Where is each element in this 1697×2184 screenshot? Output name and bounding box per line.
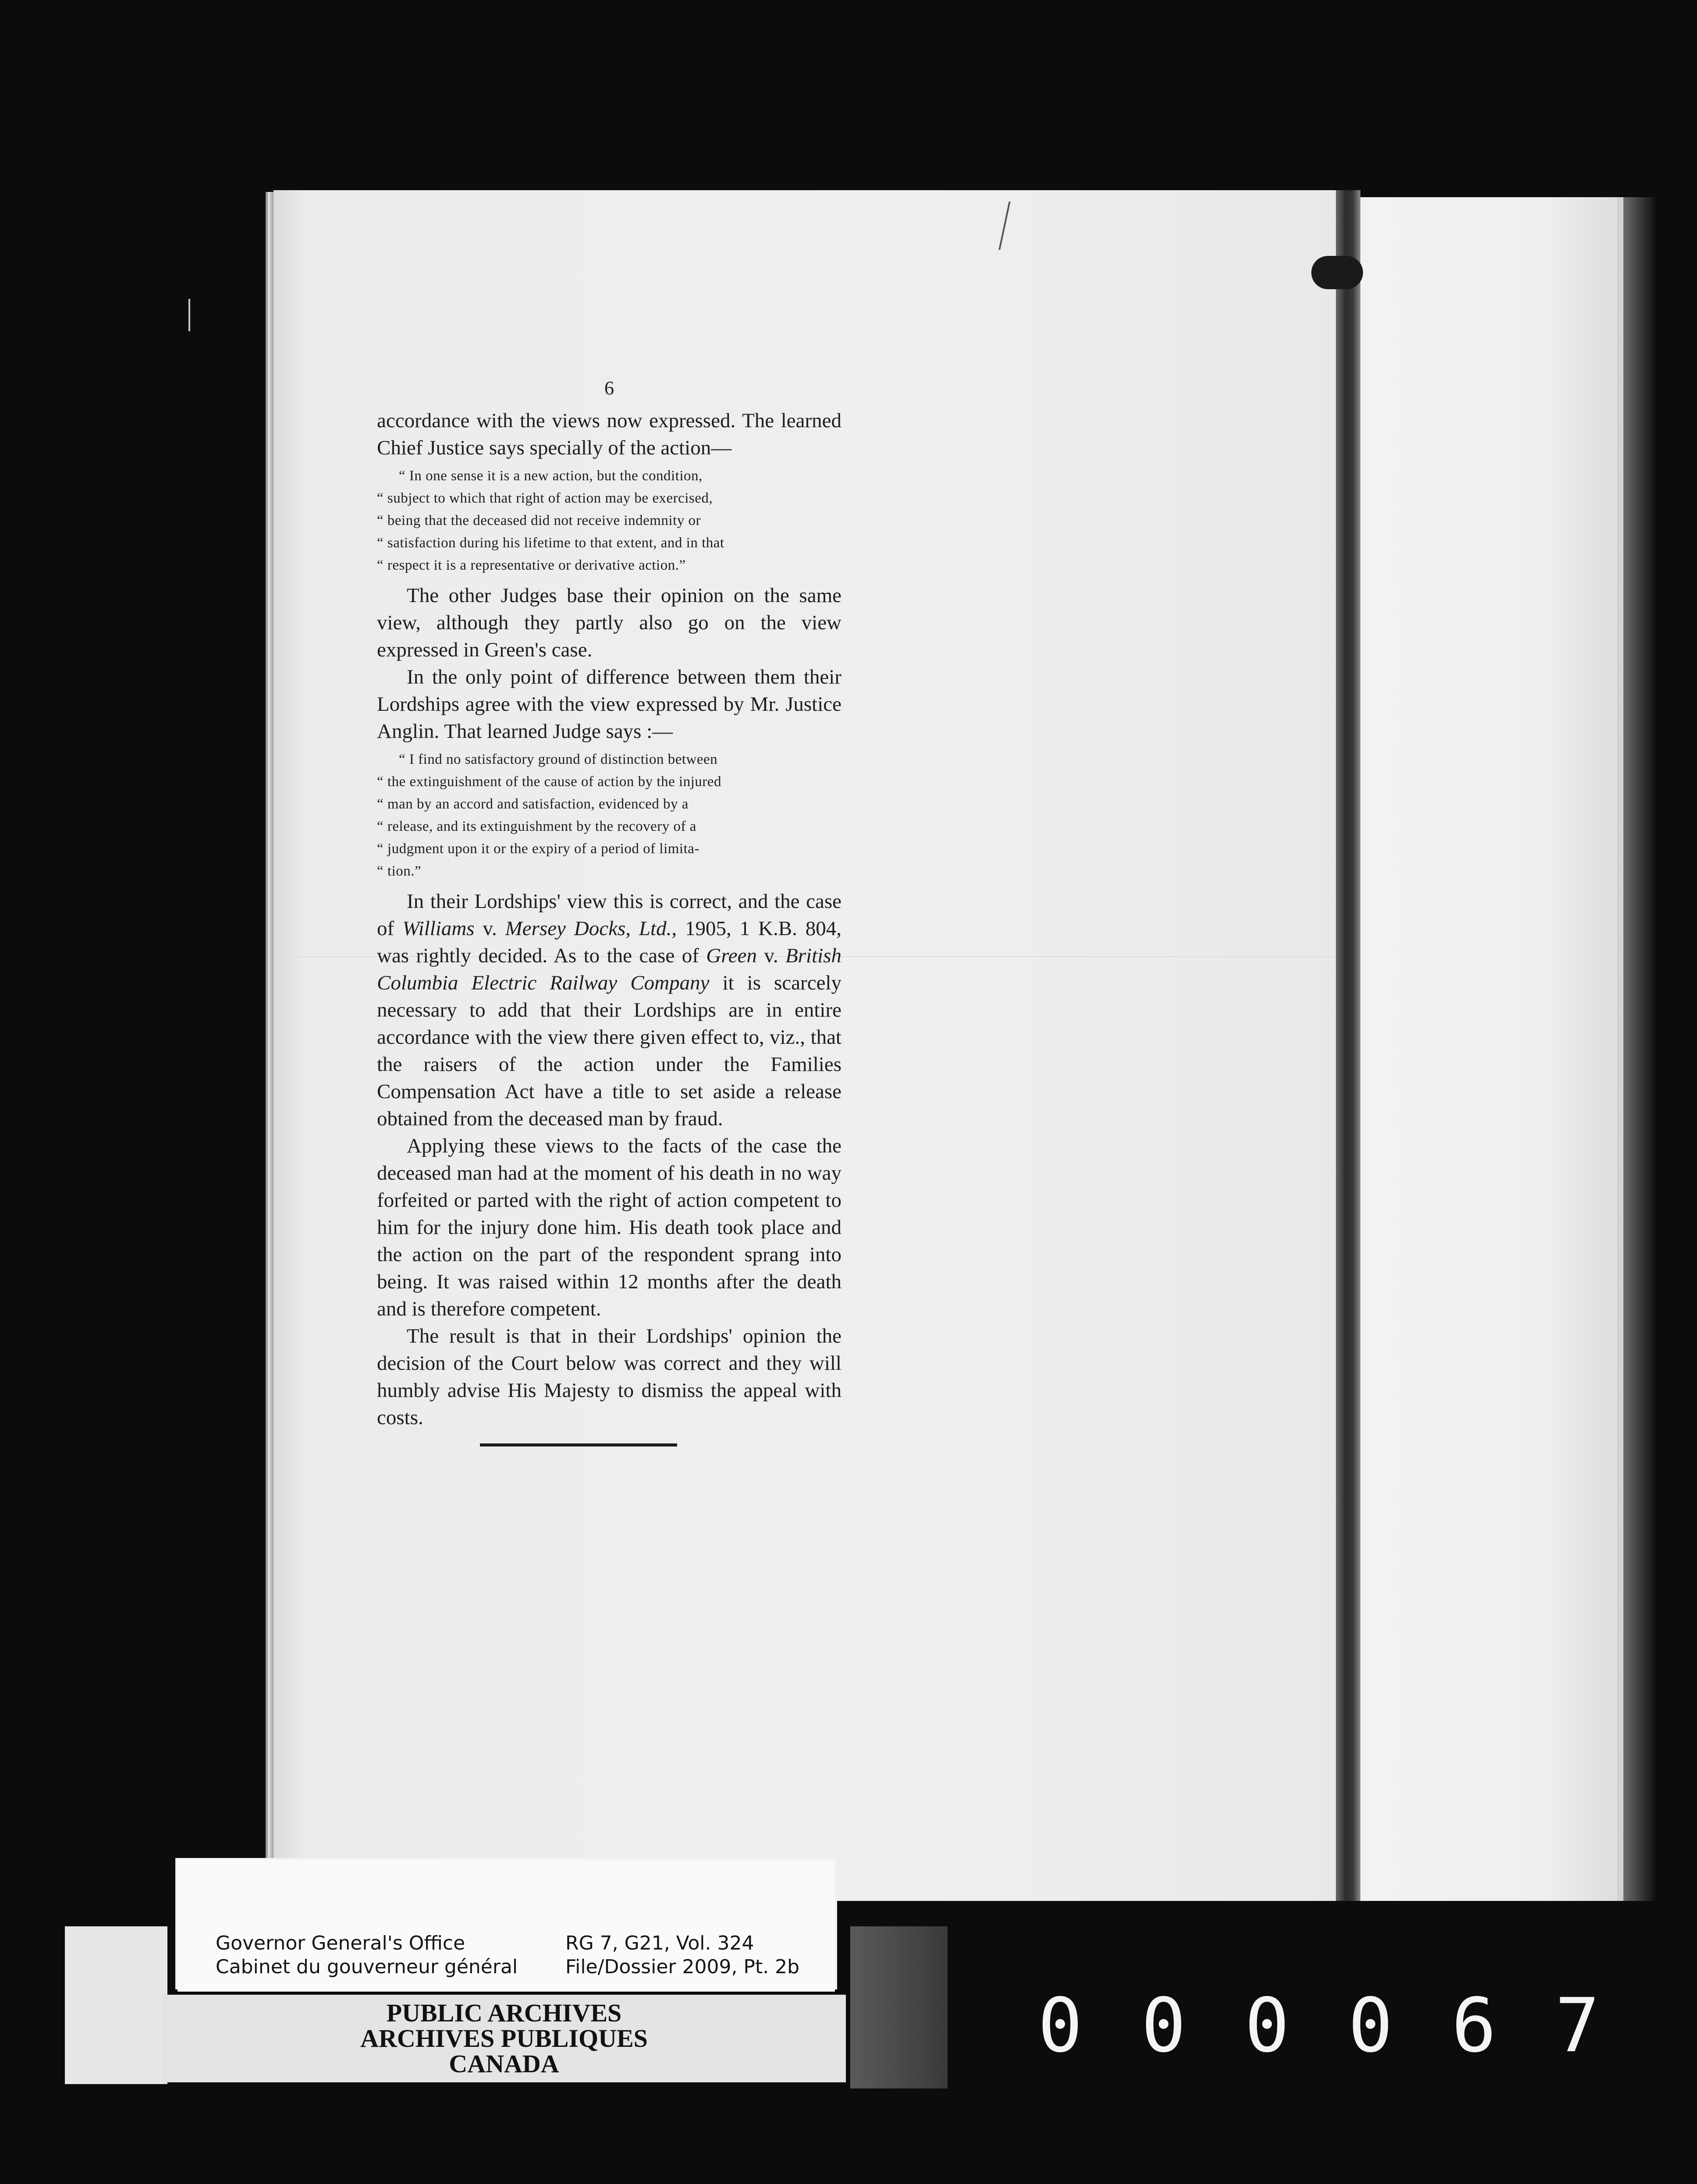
archives-fr: ARCHIVES PUBLIQUES bbox=[360, 2024, 648, 2053]
punch-hole bbox=[1311, 256, 1363, 289]
facing-page bbox=[1360, 197, 1623, 1901]
edge-shadow bbox=[1617, 197, 1657, 1901]
quote-line: “ man by an accord and satisfaction, evidenced by a bbox=[377, 796, 689, 812]
quote-line: “ judgment upon it or the expiry of a period of limita- bbox=[377, 841, 699, 857]
case-name: Green bbox=[706, 944, 757, 967]
quote-line: “ I find no satisfactory ground of distinction between bbox=[399, 752, 718, 767]
text-run: , 1905, 1 K.B. 804, was rightly decided. As to the case of bbox=[377, 917, 841, 967]
paragraph: Applying these views to the facts of the case the deceased man had at the moment of his death in no way forfeited or parted with the right of action competent to him for the injury done him. His death took place and the action on the part of the respondent sprang into being. It was raised within 12 months after the death and is therefore competent. bbox=[377, 1135, 841, 1320]
frame-digit: 0 bbox=[1141, 1982, 1187, 2069]
frame-digit: 0 bbox=[1037, 1982, 1084, 2069]
quote-line: “ being that the deceased did not receive indemnity or bbox=[377, 513, 701, 528]
office-name bbox=[216, 1932, 518, 1979]
quote-line: “ the extinguishment of the cause of action by the injured bbox=[377, 774, 721, 790]
reference-line: RG 7, G21, Vol. 324 bbox=[565, 1932, 754, 1954]
quote-line: “ tion.” bbox=[377, 863, 422, 879]
quote-line: “ respect it is a representative or derivative action.” bbox=[377, 557, 686, 573]
paragraph bbox=[377, 888, 841, 1132]
text-run: v. bbox=[757, 944, 786, 967]
frame-digit: 0 bbox=[1348, 1982, 1394, 2069]
paragraph: accordance with the views now expressed. The learned Chief Justice says specially of the action— bbox=[377, 409, 841, 459]
office-name-fr: Cabinet du gouverneur général bbox=[216, 1956, 518, 1978]
case-name: Mersey Docks, Ltd. bbox=[505, 917, 672, 940]
archives-country: CANADA bbox=[449, 2049, 559, 2078]
quote-line: “ subject to which that right of action may be exercised, bbox=[377, 490, 713, 506]
frame-digit: 7 bbox=[1555, 1982, 1601, 2069]
paragraph: The result is that in their Lordships' opinion the decision of the Court below was correct and they will humbly advise His Majesty to dismiss the appeal with costs. bbox=[377, 1325, 841, 1429]
frame-number bbox=[1034, 1982, 1604, 2069]
text-run: In their Lordships' view this is correct, and the case of bbox=[377, 890, 841, 940]
label-tab bbox=[850, 1926, 948, 2088]
block-quote bbox=[377, 465, 841, 577]
frame-digit: 0 bbox=[1244, 1982, 1291, 2069]
binding-spine bbox=[1336, 190, 1360, 1901]
paragraph: The other Judges base their opinion on the same view, although they partly also go on the view expressed in Green's case. bbox=[377, 584, 841, 661]
block-quote bbox=[377, 748, 841, 883]
quote-line: “ release, and its extinguishment by the recovery of a bbox=[377, 819, 696, 834]
paragraph: In the only point of difference between them their Lordships agree with the view expressed by Mr. Justice Anglin. That learned Judge says :— bbox=[377, 666, 841, 743]
film-scratch bbox=[188, 299, 190, 331]
quote-line: “ In one sense it is a new action, but the condition, bbox=[399, 468, 703, 484]
frame-digit: 6 bbox=[1451, 1982, 1498, 2069]
label-tab bbox=[65, 1926, 167, 2084]
office-name-en: Governor General's Office bbox=[216, 1932, 465, 1954]
case-name: Williams bbox=[402, 917, 475, 940]
end-rule bbox=[480, 1443, 677, 1447]
reference-line: File/Dossier 2009, Pt. 2b bbox=[565, 1956, 800, 1978]
page-number: 6 bbox=[604, 377, 614, 399]
archives-stamp bbox=[162, 2000, 846, 2077]
quote-line: “ satisfaction during his lifetime to that extent, and in that bbox=[377, 535, 724, 551]
text-run: v. bbox=[474, 917, 505, 940]
text-column bbox=[377, 377, 841, 1447]
reference-number bbox=[565, 1932, 799, 1979]
archives-en: PUBLIC ARCHIVES bbox=[386, 1999, 622, 2027]
case-name: British Columbia Electric Railway Company bbox=[377, 944, 841, 994]
text-run: it is scarcely necessary to add that their Lordships are in entire accordance with the view there given effect to, viz., that the raisers of the action under the Families Compensation Act have a title to set aside a release obtained from the deceased man by fraud. bbox=[377, 971, 841, 1130]
